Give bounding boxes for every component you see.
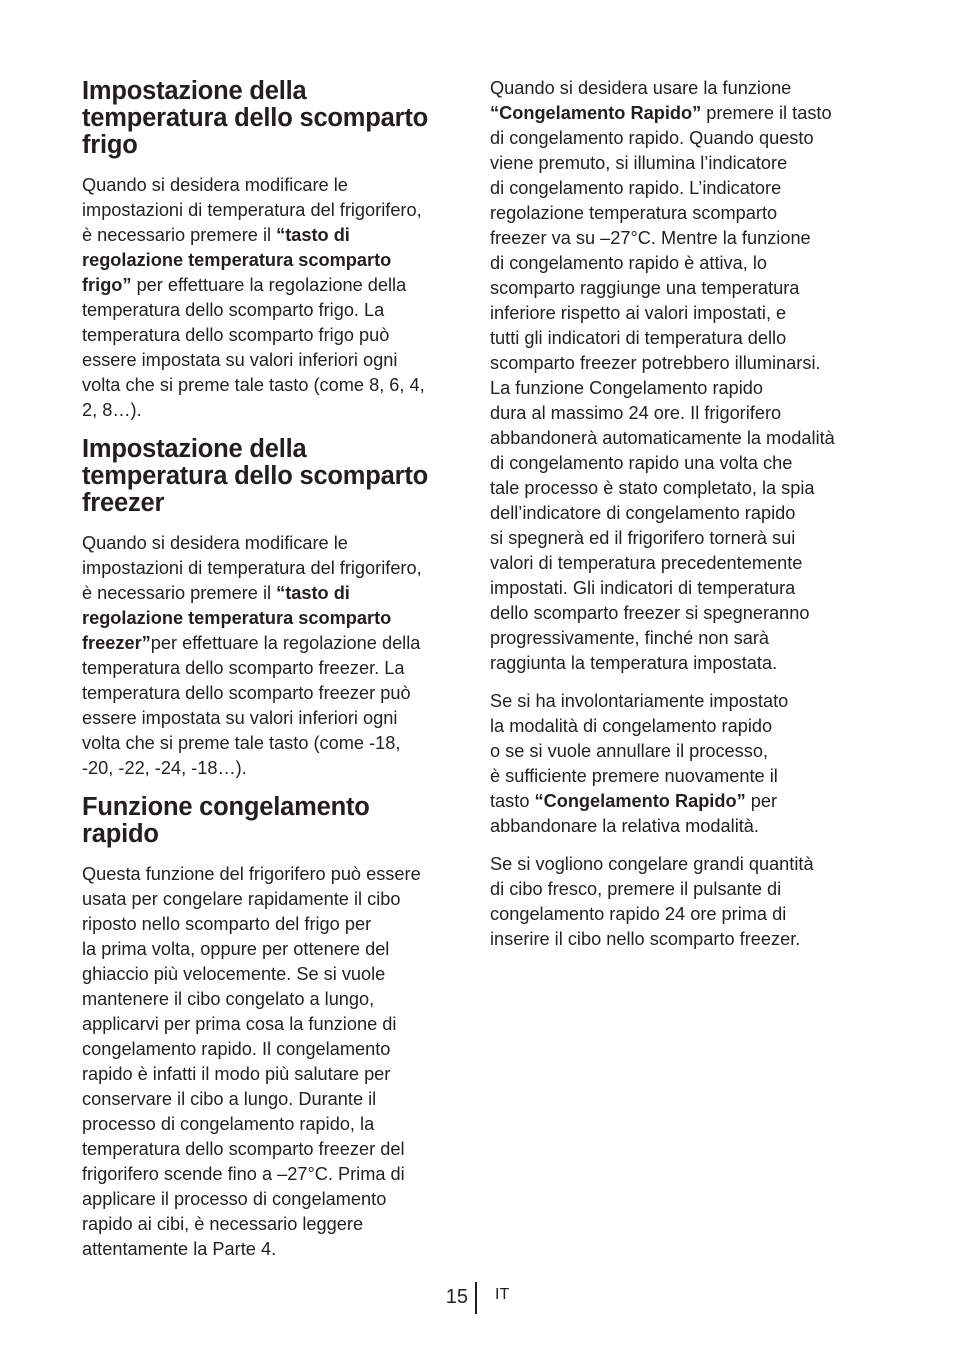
heading-line: frigo [82,131,138,159]
paragraph-quick-freeze: Questa funzione del frigorifero può essere usata per congelare rapidamente il cibo riposto nello scomparto del frigo per la prima volta, oppure per ottenere del ghiaccio più velocemente. Se si vuole mantenere il cibo congelato a lungo, applicarvi per prima cosa la funzione di congelamento rapido. Il congelamento rapido è infatti il modo più salutare per conservare il cibo a lungo. Durante il processo di congelamento rapido, la temperatura dello scomparto freezer del frigorifero scende fino a –27°C. Prima di applicare il processo di congelamento rapido ai cibi, è necessario leggere attentamente la Parte 4. [82,864,421,1259]
bold-text: “Congelamento Rapido” [534,791,746,811]
bold-text: frigo” [82,275,132,295]
paragraph-quick-freeze-cancel: Se si ha involontariamente impostato la modalità di congelamento rapido o se si vuole annullare il processo, è sufficiente premere nuovamente il tasto “Congelamento Rapido” per abbandonare la relativa modalità. [490,691,789,836]
paragraph-quick-freeze-usage: Quando si desidera usare la funzione “Congelamento Rapido” premere il tasto di congelamento rapido. Quando questo viene premuto, si illumina l’indicatore di congelamento rapido. L’indicatore regolazione temperatura scomparto freezer va su –27°C. Mentre la funzione di congelamento rapido è attiva, lo scomparto raggiunge una temperatura inferiore rispetto ai valori impostati, e tutti gli indicatori di temperatura dello scomparto freezer potrebbero illuminarsi. La funzione Congelamento rapido dura al massimo 24 ore. Il frigorifero abbandonerà automaticamente la modalità di congelamento rapido una volta che tale processo è stato completato, la spia dell’indicatore di congelamento rapido si spegnerà ed il frigorifero tornerà sui valori di temperatura precedentemente impostati. Gli indicatori di temperatura dello scomparto freezer si spegneranno progressivamente, finché non sarà raggiunta la temperatura impostata. [490,78,835,673]
bold-text: “tasto di [276,583,350,603]
bold-text: “tasto di [276,225,350,245]
heading-line: temperatura dello scomparto [82,462,429,490]
heading-line: freezer [82,489,165,517]
footer-divider [475,1282,477,1314]
paragraph-quick-freeze-advance: Se si vogliono congelare grandi quantità di cibo fresco, premere il pulsante di congelamento rapido 24 ore prima di inserire il cibo nello scomparto freezer. [490,854,814,949]
bold-text: freezer” [82,633,151,653]
heading-line: Funzione congelamento [82,793,370,821]
page-number: 15 [445,1286,468,1308]
paragraph-fridge-temperature: Quando si desidera modificare le impostazioni di temperatura del frigorifero, è necessario premere il “tasto di regolazione temperatura scomparto frigo” per effettuare la regolazione della temperatura dello scomparto frigo. La temperatura dello scomparto frigo può essere impostata su valori inferiori ogni volta che si preme tale tasto (come 8, 6, 4, 2, 8…). [82,175,425,420]
heading-freezer-temperature [82,436,470,517]
bold-text: “Congelamento Rapido” [490,103,702,123]
heading-line: Impostazione della [82,435,307,463]
heading-line: Impostazione della [82,77,307,105]
heading-line: rapido [82,820,159,848]
heading-quick-freeze [82,794,470,848]
heading-fridge-temperature [82,78,470,159]
bold-text: regolazione temperatura scomparto [82,250,392,270]
language-code: IT [495,1286,510,1303]
bold-text: regolazione temperatura scomparto [82,608,392,628]
paragraph-freezer-temperature: Quando si desidera modificare le impostazioni di temperatura del frigorifero, è necessario premere il “tasto di regolazione temperatura scomparto freezer”per effettuare la regolazione della temperatura dello scomparto freezer. La temperatura dello scomparto freezer può essere impostata su valori inferiori ogni volta che si preme tale tasto (come -18, -20, -22, -24, -18…). [82,533,422,778]
heading-line: temperatura dello scomparto [82,104,429,132]
